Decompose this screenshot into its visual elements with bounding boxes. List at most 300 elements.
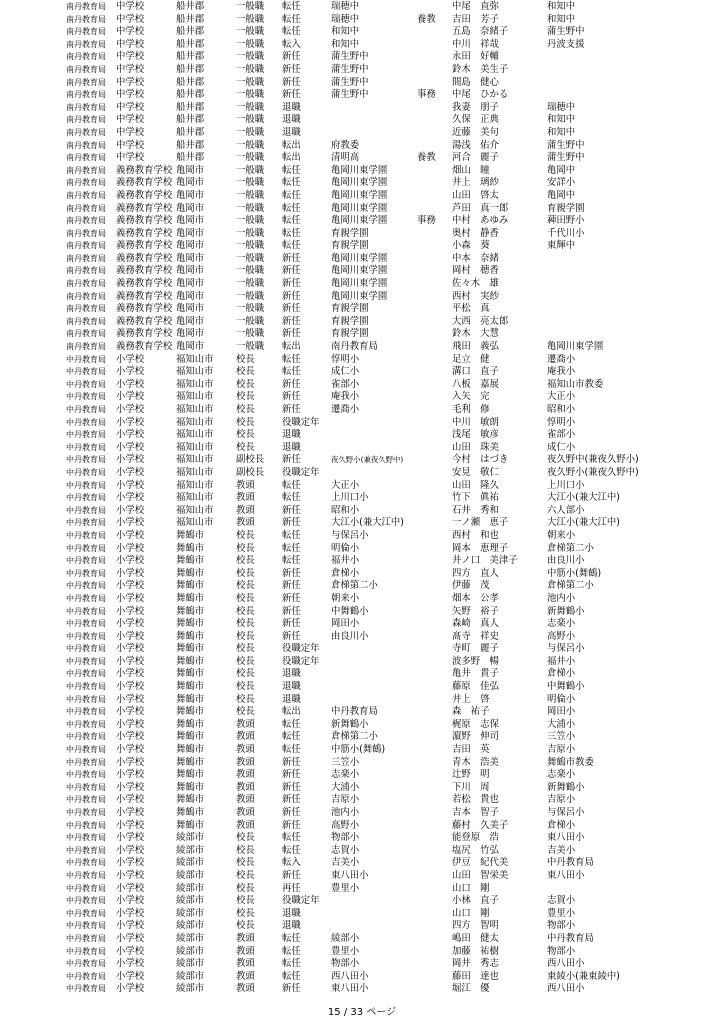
bureau-cell: 南丹教育局	[66, 291, 106, 301]
bureau-cell: 中丹教育局	[66, 430, 106, 440]
bureau-cell: 中丹教育局	[66, 556, 106, 566]
transfer-type-cell: 新任	[282, 76, 301, 88]
bureau-cell: 南丹教育局	[66, 52, 106, 62]
job-title-cell: 校長	[236, 542, 255, 554]
previous-cell: 岡田小	[547, 706, 576, 718]
area-cell: 福知山市	[176, 429, 214, 441]
area-cell: 船井郡	[176, 114, 205, 126]
bureau-cell: 南丹教育局	[66, 14, 106, 24]
transfer-type-cell: 転任	[282, 189, 301, 201]
job-title-cell: 一般職	[236, 189, 265, 201]
destination-cell: 成仁小	[331, 366, 360, 378]
school-type-cell: 義務教育学校	[116, 240, 173, 252]
name-cell: 西村 和也	[452, 529, 499, 541]
name-cell: 吉田 芳子	[452, 13, 499, 25]
table-row	[0, 177, 724, 190]
area-cell: 船井郡	[176, 89, 205, 101]
area-cell: 綾部市	[176, 882, 205, 894]
job-title-cell: 教頭	[236, 731, 255, 743]
destination-cell: 倉梯第二小	[331, 580, 378, 592]
table-row	[0, 14, 724, 27]
table-row	[0, 832, 724, 845]
bureau-cell: 中丹教育局	[66, 593, 106, 603]
area-cell: 綾部市	[176, 983, 205, 995]
school-type-cell: 小学校	[116, 605, 145, 617]
table-row	[0, 933, 724, 946]
transfer-type-cell: 新任	[282, 252, 301, 264]
bureau-cell: 中丹教育局	[66, 392, 106, 402]
job-title-cell: 校長	[236, 643, 255, 655]
job-title-cell: 校長	[236, 529, 255, 541]
job-title-cell: 一般職	[236, 215, 265, 227]
school-type-cell: 小学校	[116, 542, 145, 554]
previous-cell: 福知山市教委	[547, 378, 604, 390]
bureau-cell: 南丹教育局	[66, 342, 106, 352]
job-title-cell: 校長	[236, 353, 255, 365]
name-cell: 藤村 久美子	[452, 819, 509, 831]
school-type-cell: 小学校	[116, 693, 145, 705]
name-cell: 井ノ口 美津子	[452, 555, 518, 567]
area-cell: 綾部市	[176, 844, 205, 856]
name-cell: 河合 麗子	[452, 152, 499, 164]
previous-cell: 中丹教育局	[547, 932, 594, 944]
transfer-type-cell: 転任	[282, 542, 301, 554]
area-cell: 舞鶴市	[176, 693, 205, 705]
name-cell: 八板 嘉展	[452, 378, 499, 390]
school-type-cell: 小学校	[116, 668, 145, 680]
area-cell: 綾部市	[176, 857, 205, 869]
school-type-cell: 小学校	[116, 429, 145, 441]
table-row	[0, 404, 724, 417]
previous-cell: 蒲生野中	[547, 152, 585, 164]
table-row	[0, 127, 724, 140]
school-type-cell: 小学校	[116, 366, 145, 378]
area-cell: 亀岡市	[176, 189, 205, 201]
transfer-type-cell: 転任	[282, 202, 301, 214]
destination-cell: 西八田小	[331, 970, 369, 982]
name-cell: 畑山 瞳	[452, 164, 490, 176]
school-type-cell: 小学校	[116, 504, 145, 516]
job-title-cell: 教頭	[236, 769, 255, 781]
name-cell: 青木 浩美	[452, 756, 499, 768]
name-cell: 中本 奈緒	[452, 252, 499, 264]
job-title-cell: 教頭	[236, 958, 255, 970]
destination-cell: 亀岡川東学園	[331, 278, 388, 290]
area-cell: 亀岡市	[176, 164, 205, 176]
area-cell: 船井郡	[176, 152, 205, 164]
school-type-cell: 中学校	[116, 38, 145, 50]
job-title-cell: 校長	[236, 869, 255, 881]
school-type-cell: 小学校	[116, 769, 145, 781]
transfer-type-cell: 転任	[282, 227, 301, 239]
destination-cell: 亀岡川東学園	[331, 290, 388, 302]
area-cell: 船井郡	[176, 139, 205, 151]
job-title-cell: 教頭	[236, 756, 255, 768]
bureau-cell: 中丹教育局	[66, 518, 106, 528]
previous-cell: 安詳小	[547, 177, 576, 189]
area-cell: 船井郡	[176, 1, 205, 12]
destination-cell: 雀部小	[331, 378, 360, 390]
name-cell: 山口 剛	[452, 882, 490, 894]
job-title-cell: 一般職	[236, 315, 265, 327]
transfer-type-cell: 転入	[282, 857, 301, 869]
area-cell: 綾部市	[176, 869, 205, 881]
name-cell: 能登原 浩	[452, 832, 499, 844]
destination-cell: 大江小(兼大江中)	[331, 517, 404, 529]
transfer-type-cell: 新任	[282, 290, 301, 302]
school-type-cell: 中学校	[116, 139, 145, 151]
table-row	[0, 89, 724, 102]
destination-cell: 蒲生野中	[331, 89, 369, 101]
transfer-type-cell: 新任	[282, 807, 301, 818]
bureau-cell: 南丹教育局	[66, 316, 106, 326]
transfer-type-cell: 退職	[282, 668, 301, 680]
table-row	[0, 291, 724, 304]
area-cell: 亀岡市	[176, 177, 205, 189]
job-title-cell: 校長	[236, 441, 255, 453]
bureau-cell: 中丹教育局	[66, 631, 106, 641]
destination-cell: 蒲生野中	[331, 51, 369, 63]
bureau-cell: 南丹教育局	[66, 216, 106, 226]
transfer-type-cell: 転任	[282, 718, 301, 730]
previous-cell: 倉梯小	[547, 819, 576, 831]
table-row	[0, 341, 724, 354]
previous-cell: 新舞鶴小	[547, 605, 585, 617]
area-cell: 亀岡市	[176, 315, 205, 327]
destination-cell: 新舞鶴小	[331, 718, 369, 730]
previous-cell: 惇明小	[547, 416, 576, 428]
school-type-cell: 義務教育学校	[116, 328, 173, 340]
table-row	[0, 857, 724, 870]
job-title-cell: 校長	[236, 618, 255, 630]
destination-cell: 昭和小	[331, 504, 360, 516]
destination-cell: 亀岡川東学園	[331, 215, 388, 227]
bureau-cell: 中丹教育局	[66, 833, 106, 843]
table-row	[0, 303, 724, 316]
previous-cell: 中丹教育局	[547, 857, 594, 869]
transfer-type-cell: 新任	[282, 819, 301, 831]
school-type-cell: 小学校	[116, 681, 145, 693]
previous-cell: 志楽小	[547, 769, 576, 781]
previous-cell: 物部小	[547, 920, 576, 932]
table-row	[0, 820, 724, 833]
job-title-cell: 一般職	[236, 101, 265, 113]
table-row	[0, 190, 724, 203]
previous-cell: 西八田小	[547, 958, 585, 970]
job-title-cell: 校長	[236, 895, 255, 907]
name-cell: 岡井 秀志	[452, 958, 499, 970]
name-cell: 浅尾 敏彦	[452, 429, 499, 441]
transfer-type-cell: 退職	[282, 429, 301, 441]
job-title-cell: 教頭	[236, 718, 255, 730]
school-type-cell: 義務教育学校	[116, 278, 173, 290]
transfer-type-cell: 新任	[282, 618, 301, 630]
table-row	[0, 39, 724, 52]
previous-cell: 庵我小	[547, 366, 576, 378]
area-cell: 綾部市	[176, 958, 205, 970]
job-title-cell: 一般職	[236, 265, 265, 277]
name-cell: 鈴木 大慧	[452, 328, 499, 340]
job-title-cell: 校長	[236, 416, 255, 428]
transfer-type-cell: 転入	[282, 38, 301, 50]
transfer-type-cell: 新任	[282, 89, 301, 101]
job-title-cell: 副校長	[236, 454, 265, 466]
school-type-cell: 小学校	[116, 479, 145, 491]
table-row	[0, 555, 724, 568]
school-type-cell: 小学校	[116, 794, 145, 806]
name-cell: 小林 直子	[452, 895, 499, 907]
job-title-cell: 一般職	[236, 152, 265, 164]
job-title-cell: 教頭	[236, 932, 255, 944]
transfer-type-cell: 役職定年	[282, 895, 320, 907]
table-row	[0, 417, 724, 430]
bureau-cell: 中丹教育局	[66, 921, 106, 931]
transfer-type-cell: 再任	[282, 882, 301, 894]
name-cell: 奥村 静香	[452, 227, 499, 239]
school-type-cell: 小学校	[116, 983, 145, 995]
area-cell: 亀岡市	[176, 303, 205, 315]
school-type-cell: 小学校	[116, 404, 145, 415]
table-row	[0, 228, 724, 241]
previous-cell: 中筋小(舞鶴)	[547, 567, 602, 579]
area-cell: 船井郡	[176, 51, 205, 63]
area-cell: 舞鶴市	[176, 744, 205, 756]
bureau-cell: 中丹教育局	[66, 959, 106, 969]
name-cell: 吉田 英	[452, 744, 490, 756]
table-row	[0, 543, 724, 556]
table-row	[0, 908, 724, 921]
bureau-cell: 中丹教育局	[66, 669, 106, 679]
destination-cell: 亀岡川東学園	[331, 265, 388, 277]
job-title-cell: 一般職	[236, 328, 265, 340]
bureau-cell: 中丹教育局	[66, 870, 106, 880]
destination-cell: 蒲生野中	[331, 76, 369, 88]
previous-cell: 東輝中	[547, 240, 576, 252]
school-type-cell: 小学校	[116, 895, 145, 907]
bureau-cell: 中丹教育局	[66, 883, 106, 893]
name-cell: 加藤 祐樹	[452, 945, 499, 957]
transfer-type-cell: 転出	[282, 706, 301, 718]
job-title-cell: 校長	[236, 555, 255, 567]
role-cell: 事務	[417, 89, 436, 101]
bureau-cell: 中丹教育局	[66, 782, 106, 792]
bureau-cell: 中丹教育局	[66, 417, 106, 427]
table-row	[0, 467, 724, 480]
area-cell: 船井郡	[176, 126, 205, 138]
table-row	[0, 240, 724, 253]
table-row	[0, 215, 724, 228]
transfer-type-cell: 新任	[282, 404, 301, 415]
area-cell: 亀岡市	[176, 341, 205, 353]
transfer-type-cell: 新任	[282, 378, 301, 390]
table-row	[0, 744, 724, 757]
destination-cell: 倉梯第二小	[331, 731, 378, 743]
job-title-cell: 一般職	[236, 13, 265, 25]
transfer-type-cell: 転任	[282, 240, 301, 252]
previous-cell: 千代川小	[547, 227, 585, 239]
name-cell: 吉本 智子	[452, 807, 499, 818]
name-cell: 毛利 修	[452, 404, 490, 415]
area-cell: 船井郡	[176, 63, 205, 75]
previous-cell: 亀岡中	[547, 189, 576, 201]
bureau-cell: 中丹教育局	[66, 467, 106, 477]
school-type-cell: 小学校	[116, 643, 145, 655]
name-cell: 堀江 優	[452, 983, 490, 995]
transfer-type-cell: 退職	[282, 681, 301, 693]
table-row	[0, 454, 724, 467]
name-cell: 井上 啓	[452, 693, 490, 705]
bureau-cell: 南丹教育局	[66, 190, 106, 200]
transfer-type-cell: 新任	[282, 328, 301, 340]
bureau-cell: 中丹教育局	[66, 505, 106, 515]
destination-cell: 和知中	[331, 38, 360, 50]
area-cell: 福知山市	[176, 441, 214, 453]
transfer-type-cell: 新任	[282, 504, 301, 516]
transfer-type-cell: 退職	[282, 693, 301, 705]
area-cell: 福知山市	[176, 378, 214, 390]
table-row	[0, 354, 724, 367]
bureau-cell: 南丹教育局	[66, 77, 106, 87]
bureau-cell: 中丹教育局	[66, 858, 106, 868]
previous-cell: 三笠小	[547, 731, 576, 743]
job-title-cell: 教頭	[236, 479, 255, 491]
job-title-cell: 教頭	[236, 945, 255, 957]
school-type-cell: 小学校	[116, 819, 145, 831]
job-title-cell: 一般職	[236, 240, 265, 252]
destination-cell: 志賀小	[331, 844, 360, 856]
name-cell: 波多野 暢	[452, 655, 499, 667]
table-row	[0, 946, 724, 959]
area-cell: 舞鶴市	[176, 580, 205, 592]
previous-cell: 池内小	[547, 592, 576, 604]
destination-cell: 育親学園	[331, 227, 369, 239]
bureau-cell: 中丹教育局	[66, 405, 106, 414]
school-type-cell: 小学校	[116, 391, 145, 403]
school-type-cell: 義務教育学校	[116, 189, 173, 201]
previous-cell: 和知中	[547, 126, 576, 138]
previous-cell: 大江小(兼大江中)	[547, 517, 620, 529]
table-row	[0, 1, 724, 14]
name-cell: 安見 敬仁	[452, 466, 499, 478]
job-title-cell: 教頭	[236, 970, 255, 982]
destination-cell: 庵我小	[331, 391, 360, 403]
school-type-cell: 小学校	[116, 416, 145, 428]
bureau-cell: 中丹教育局	[66, 354, 106, 364]
transfer-type-cell: 新任	[282, 391, 301, 403]
school-type-cell: 小学校	[116, 529, 145, 541]
name-cell: 梶原 志保	[452, 718, 499, 730]
bureau-cell: 中丹教育局	[66, 933, 106, 943]
name-cell: 石井 秀和	[452, 504, 499, 516]
bureau-cell: 南丹教育局	[66, 253, 106, 263]
destination-cell: 和知中	[331, 26, 360, 38]
transfer-type-cell: 転任	[282, 164, 301, 176]
school-type-cell: 義務教育学校	[116, 252, 173, 264]
area-cell: 舞鶴市	[176, 630, 205, 642]
bureau-cell: 中丹教育局	[66, 568, 106, 578]
school-type-cell: 小学校	[116, 630, 145, 642]
school-type-cell: 小学校	[116, 567, 145, 579]
name-cell: 藤原 佳弘	[452, 681, 499, 693]
transfer-type-cell: 転任	[282, 492, 301, 504]
school-type-cell: 義務教育学校	[116, 164, 173, 176]
area-cell: 舞鶴市	[176, 555, 205, 567]
job-title-cell: 校長	[236, 655, 255, 667]
destination-cell: 大浦小	[331, 781, 360, 793]
area-cell: 綾部市	[176, 945, 205, 957]
destination-cell: 高野小	[331, 819, 360, 831]
bureau-cell: 南丹教育局	[66, 203, 106, 213]
transfer-type-cell: 新任	[282, 315, 301, 327]
school-type-cell: 中学校	[116, 1, 145, 12]
table-row	[0, 731, 724, 744]
school-type-cell: 中学校	[116, 152, 145, 164]
previous-cell: 東綾小(兼東綾中)	[547, 970, 620, 982]
area-cell: 舞鶴市	[176, 655, 205, 667]
transfer-type-cell: 新任	[282, 592, 301, 604]
destination-cell: 東八田小	[331, 869, 369, 881]
area-cell: 綾部市	[176, 932, 205, 944]
previous-cell: 蒲生野中	[547, 139, 585, 151]
previous-cell: 朝来小	[547, 529, 576, 541]
destination-cell: 与保呂小	[331, 529, 369, 541]
area-cell: 舞鶴市	[176, 731, 205, 743]
name-cell: 今村 はづき	[452, 454, 509, 466]
previous-cell: 倉梯第二小	[547, 580, 594, 592]
school-type-cell: 小学校	[116, 580, 145, 592]
transfer-type-cell: 新任	[282, 278, 301, 290]
name-cell: 寺町 麗子	[452, 643, 499, 655]
previous-cell: 吉原小	[547, 744, 576, 756]
table-row	[0, 517, 724, 530]
table-row	[0, 366, 724, 379]
table-row	[0, 64, 724, 77]
job-title-cell: 校長	[236, 882, 255, 894]
area-cell: 舞鶴市	[176, 668, 205, 680]
bureau-cell: 中丹教育局	[66, 442, 106, 452]
transfer-type-cell: 新任	[282, 567, 301, 579]
job-title-cell: 一般職	[236, 303, 265, 315]
table-row	[0, 442, 724, 455]
job-title-cell: 校長	[236, 706, 255, 718]
previous-cell: 昭和小	[547, 404, 576, 415]
bureau-cell: 南丹教育局	[66, 127, 106, 137]
area-cell: 舞鶴市	[176, 542, 205, 554]
name-cell: 若松 貴也	[452, 794, 499, 806]
name-cell: 入矢 完	[452, 391, 490, 403]
name-cell: 塩尻 竹弘	[452, 844, 499, 856]
bureau-cell: 中丹教育局	[66, 367, 106, 377]
previous-cell: 蒲生野中	[547, 26, 585, 38]
table-row	[0, 568, 724, 581]
destination-cell: 南丹教育局	[331, 341, 378, 353]
previous-cell: 和知中	[547, 1, 576, 12]
transfer-type-cell: 転任	[282, 479, 301, 491]
table-row	[0, 429, 724, 442]
school-type-cell: 中学校	[116, 126, 145, 138]
name-cell: 間島 健心	[452, 76, 499, 88]
transfer-type-cell: 転出	[282, 152, 301, 164]
job-title-cell: 校長	[236, 920, 255, 932]
area-cell: 舞鶴市	[176, 592, 205, 604]
school-type-cell: 中学校	[116, 89, 145, 101]
name-cell: 四方 直人	[452, 567, 499, 579]
table-row	[0, 757, 724, 770]
bureau-cell: 中丹教育局	[66, 946, 106, 956]
job-title-cell: 校長	[236, 693, 255, 705]
destination-cell: 物部小	[331, 958, 360, 970]
name-cell: 一ノ瀬 恵子	[452, 517, 509, 529]
